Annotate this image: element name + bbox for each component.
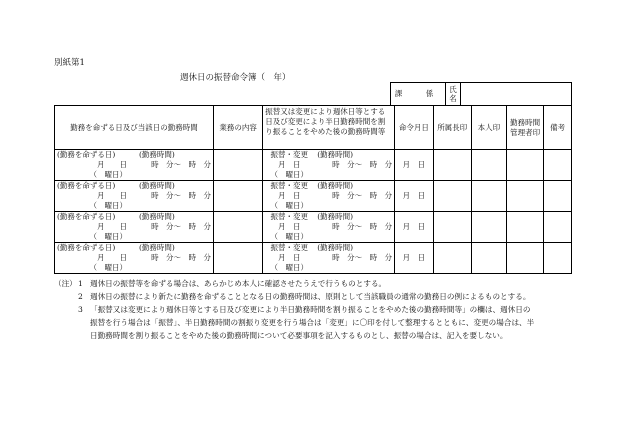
swap-hours-label: (勤務時間)	[317, 150, 354, 159]
swap-hours-label: (勤務時間)	[317, 181, 354, 190]
header-remarks: 備考	[544, 106, 572, 150]
time-manager-seal-cell[interactable]	[506, 150, 543, 181]
name-label: 氏名	[446, 83, 461, 106]
signature-box	[390, 82, 572, 106]
name-field[interactable]	[461, 83, 572, 106]
swap-date-cell[interactable]	[263, 181, 395, 212]
swap-weekday: （ 曜日）	[270, 263, 308, 272]
header-own-seal: 本人印	[471, 106, 506, 150]
time-manager-seal-cell[interactable]	[506, 212, 543, 243]
swap-month-day: 月 日	[278, 191, 301, 200]
notes	[54, 277, 574, 342]
remarks-cell[interactable]	[544, 212, 572, 243]
work-date-hours-cell[interactable]	[55, 150, 214, 181]
time-manager-seal-cell[interactable]	[506, 181, 543, 212]
swap-change-label[interactable]: 振替・変更	[270, 181, 308, 190]
header-work-content: 業務の内容	[214, 106, 263, 150]
table-row	[55, 181, 572, 212]
note-3	[54, 303, 574, 342]
swap-date-cell[interactable]	[263, 150, 395, 181]
order-month-day: 月 日	[402, 191, 426, 200]
swap-hours-range: 時 分～ 時 分	[332, 160, 393, 169]
note-text: 振替を行う場合は「振替」、半日勤務時間の割振り変更を行う場合は「変更」に〇印を付して整理するとともに、変更の場合は、半	[90, 318, 535, 327]
work-day-label: (勤務を命ずる日)	[57, 181, 116, 190]
work-day-label: (勤務を命ずる日)	[57, 243, 116, 252]
hours-range: 時 分～ 時 分	[151, 191, 212, 200]
work-weekday: （ 曜日）	[89, 170, 127, 179]
swap-hours-range: 時 分～ 時 分	[332, 253, 393, 262]
swap-month-day: 月 日	[278, 160, 301, 169]
remarks-cell[interactable]	[544, 243, 572, 274]
swap-hours-label: (勤務時間)	[317, 243, 354, 252]
header-work-date-hours: 勤務を命ずる日及び当該日の勤務時間	[55, 106, 214, 150]
work-month-day: 月 日	[97, 191, 127, 200]
header-order-date: 命令月日	[395, 106, 433, 150]
header-director-seal: 所属長印	[433, 106, 471, 150]
director-seal-cell[interactable]	[433, 181, 471, 212]
note-text: 週休日の振替により新たに勤務を命ずることとなる日の勤務時間は、原則として当該職員の通常の勤務日の例によるものとする。	[90, 292, 531, 301]
order-month-day: 月 日	[402, 253, 426, 262]
work-content-cell[interactable]	[214, 243, 263, 274]
order-date-cell[interactable]	[395, 243, 433, 274]
hours-label: (勤務時間)	[139, 150, 175, 159]
work-day-label: (勤務を命ずる日)	[57, 212, 116, 221]
work-month-day: 月 日	[97, 222, 127, 231]
note-number: 2	[78, 292, 83, 301]
work-weekday: （ 曜日）	[89, 201, 127, 210]
document-title: 週休日の振替命令簿（ 年）	[180, 73, 291, 83]
swap-date-cell[interactable]	[263, 212, 395, 243]
swap-weekday: （ 曜日）	[270, 201, 308, 210]
header-time-manager: 勤務時間管理者印	[506, 106, 543, 150]
note-1	[54, 277, 574, 290]
swap-date-cell[interactable]	[263, 243, 395, 274]
own-seal-cell[interactable]	[471, 181, 506, 212]
work-day-label: (勤務を命ずる日)	[57, 150, 116, 159]
swap-hours-range: 時 分～ 時 分	[332, 222, 393, 231]
section-label: 課 係	[391, 83, 446, 106]
table-row	[55, 212, 572, 243]
own-seal-cell[interactable]	[471, 243, 506, 274]
work-content-cell[interactable]	[214, 181, 263, 212]
work-content-cell[interactable]	[214, 212, 263, 243]
note-text: 日勤務時間を割り振ることをやめた後の勤務時間について必要事項を記入するものとし、振替の場合は、記入を要しない。	[90, 331, 508, 340]
swap-weekday: （ 曜日）	[270, 232, 308, 241]
director-seal-cell[interactable]	[433, 212, 471, 243]
work-date-hours-cell[interactable]	[55, 243, 214, 274]
swap-month-day: 月 日	[278, 222, 301, 231]
order-date-cell[interactable]	[395, 181, 433, 212]
note-number: 1	[78, 279, 83, 288]
work-date-hours-cell[interactable]	[55, 212, 214, 243]
order-date-cell[interactable]	[395, 150, 433, 181]
work-month-day: 月 日	[97, 160, 127, 169]
director-seal-cell[interactable]	[433, 150, 471, 181]
table-row	[55, 243, 572, 274]
swap-hours-range: 時 分～ 時 分	[332, 191, 393, 200]
work-content-cell[interactable]	[214, 150, 263, 181]
hours-label: (勤務時間)	[139, 243, 175, 252]
hours-range: 時 分～ 時 分	[151, 222, 212, 231]
order-month-day: 月 日	[402, 222, 426, 231]
note-2	[54, 290, 574, 303]
swap-change-label[interactable]: 振替・変更	[270, 243, 308, 252]
work-date-hours-cell[interactable]	[55, 181, 214, 212]
order-date-cell[interactable]	[395, 212, 433, 243]
swap-hours-label: (勤務時間)	[317, 212, 354, 221]
swap-month-day: 月 日	[278, 253, 301, 262]
swap-weekday: （ 曜日）	[270, 170, 308, 179]
swap-order-table	[54, 105, 572, 274]
hours-label: (勤務時間)	[139, 212, 175, 221]
hours-range: 時 分～ 時 分	[151, 160, 212, 169]
director-seal-cell[interactable]	[433, 243, 471, 274]
swap-change-label[interactable]: 振替・変更	[270, 212, 308, 221]
note-text: 「振替又は変更により週休日等とする日及び変更により半日勤務時間を割り振ることをやめた後の勤務時間等」の欄は、週休日の	[90, 305, 531, 314]
note-text: 週休日の振替等を命ずる場合は、あらかじめ本人に確認させたうえで行うものとする。	[90, 279, 387, 288]
work-month-day: 月 日	[97, 253, 127, 262]
form-id: 別紙第1	[54, 58, 85, 68]
table-row	[55, 150, 572, 181]
remarks-cell[interactable]	[544, 150, 572, 181]
own-seal-cell[interactable]	[471, 150, 506, 181]
remarks-cell[interactable]	[544, 181, 572, 212]
order-month-day: 月 日	[402, 160, 426, 169]
time-manager-seal-cell[interactable]	[506, 243, 543, 274]
notes-label: （注）	[54, 279, 77, 288]
own-seal-cell[interactable]	[471, 212, 506, 243]
swap-change-label[interactable]: 振替・変更	[270, 150, 308, 159]
hours-label: (勤務時間)	[139, 181, 175, 190]
work-weekday: （ 曜日）	[89, 232, 127, 241]
header-swap-date-hours: 振替又は変更により週休日等とする日及び変更により半日勤務時間を割り振ることをやめた後の勤務時間等	[263, 106, 395, 150]
hours-range: 時 分～ 時 分	[151, 253, 212, 262]
work-weekday: （ 曜日）	[89, 263, 127, 272]
note-number: 3	[78, 305, 83, 314]
